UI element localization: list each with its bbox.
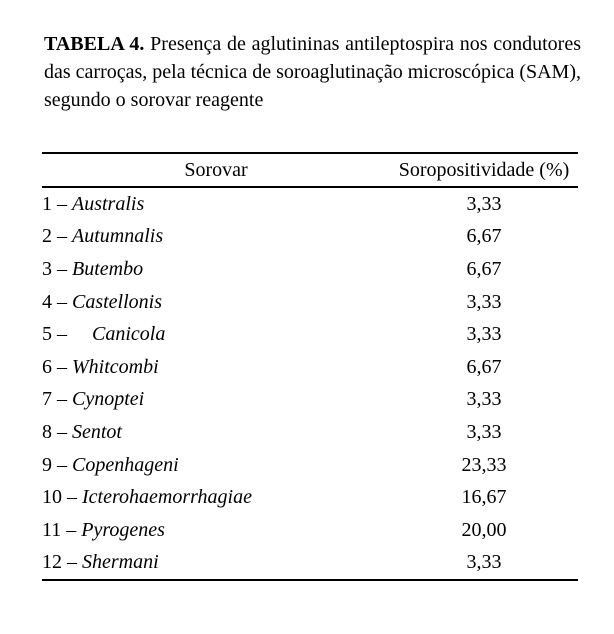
row-number-prefix: 2 – [42, 225, 72, 248]
row-number-prefix: 4 – [42, 290, 72, 313]
table-header-row [42, 154, 578, 188]
seropositivity-value: 3,33 [466, 388, 502, 411]
table-row [42, 318, 578, 351]
serovar-cell [42, 323, 390, 346]
column-header-sorovar: Sorovar [184, 158, 248, 181]
serovar-name: Canicola [92, 323, 166, 346]
serovar-cell [42, 421, 390, 444]
serovar-name: Pyrogenes [81, 518, 165, 541]
seropositivity-value: 3,33 [466, 323, 502, 346]
row-number-prefix: 10 – [42, 486, 82, 509]
serovar-cell [42, 193, 390, 216]
row-number-prefix: 12 – [42, 551, 82, 574]
serovar-cell [42, 258, 390, 281]
serovar-cell [42, 356, 390, 379]
table-row [42, 221, 578, 254]
seropositivity-value: 16,67 [461, 486, 507, 509]
serovar-cell [42, 291, 390, 314]
seropositivity-value: 3,33 [466, 551, 502, 574]
table-row [42, 416, 578, 449]
row-number-prefix: 5 – [42, 323, 92, 346]
seropositivity-value: 3,33 [466, 290, 502, 313]
serovar-cell [42, 519, 390, 542]
seropositivity-value: 23,33 [461, 453, 507, 476]
serovar-cell [42, 225, 390, 248]
serovar-name: Castellonis [72, 290, 163, 313]
table-row [42, 384, 578, 417]
seropositivity-value: 6,67 [466, 225, 502, 248]
row-number-prefix: 1 – [42, 192, 72, 215]
serovar-name: Icterohaemorrhagiae [82, 486, 252, 509]
seropositivity-value: 3,33 [466, 420, 502, 443]
seropositivity-value: 20,00 [461, 518, 507, 541]
table-row [42, 286, 578, 319]
serovar-cell [42, 486, 390, 509]
data-table [42, 152, 578, 581]
serovar-name: Autumnalis [72, 225, 164, 248]
caption-line-3: segundo o sorovar reagente [44, 89, 264, 111]
row-number-prefix: 7 – [42, 388, 72, 411]
caption-line-2: das carroças, pela técnica de soroaglutinação microscópica (SAM), [44, 61, 581, 83]
table-row [42, 481, 578, 514]
row-number-prefix: 9 – [42, 453, 72, 476]
serovar-cell [42, 454, 390, 477]
table-row [42, 449, 578, 482]
serovar-name: Butembo [72, 257, 144, 280]
seropositivity-value: 3,33 [466, 192, 502, 215]
table-row [42, 351, 578, 384]
seropositivity-value: 6,67 [466, 257, 502, 280]
serovar-name: Shermani [82, 551, 159, 574]
serovar-cell [42, 388, 390, 411]
table-caption [44, 30, 581, 114]
caption-line-1-text: Presença de aglutininas antileptospira nos condutores [150, 33, 581, 55]
row-number-prefix: 11 – [42, 518, 82, 541]
table-row [42, 188, 578, 221]
serovar-name: Copenhageni [72, 453, 179, 476]
seropositivity-value: 6,67 [466, 355, 502, 378]
caption-label: TABELA 4. [44, 33, 145, 55]
row-number-prefix: 8 – [42, 420, 72, 443]
table-row [42, 253, 578, 286]
table-row [42, 514, 578, 547]
row-number-prefix: 3 – [42, 257, 72, 280]
serovar-name: Australis [72, 192, 145, 215]
row-number-prefix: 6 – [42, 355, 72, 378]
serovar-cell [42, 551, 390, 574]
serovar-name: Cynoptei [72, 388, 145, 411]
column-header-soropositividade: Soropositividade (%) [398, 158, 570, 181]
serovar-name: Sentot [72, 420, 122, 443]
serovar-name: Whitcombi [72, 355, 159, 378]
table-row [42, 547, 578, 580]
caption-line-1 [44, 30, 581, 58]
